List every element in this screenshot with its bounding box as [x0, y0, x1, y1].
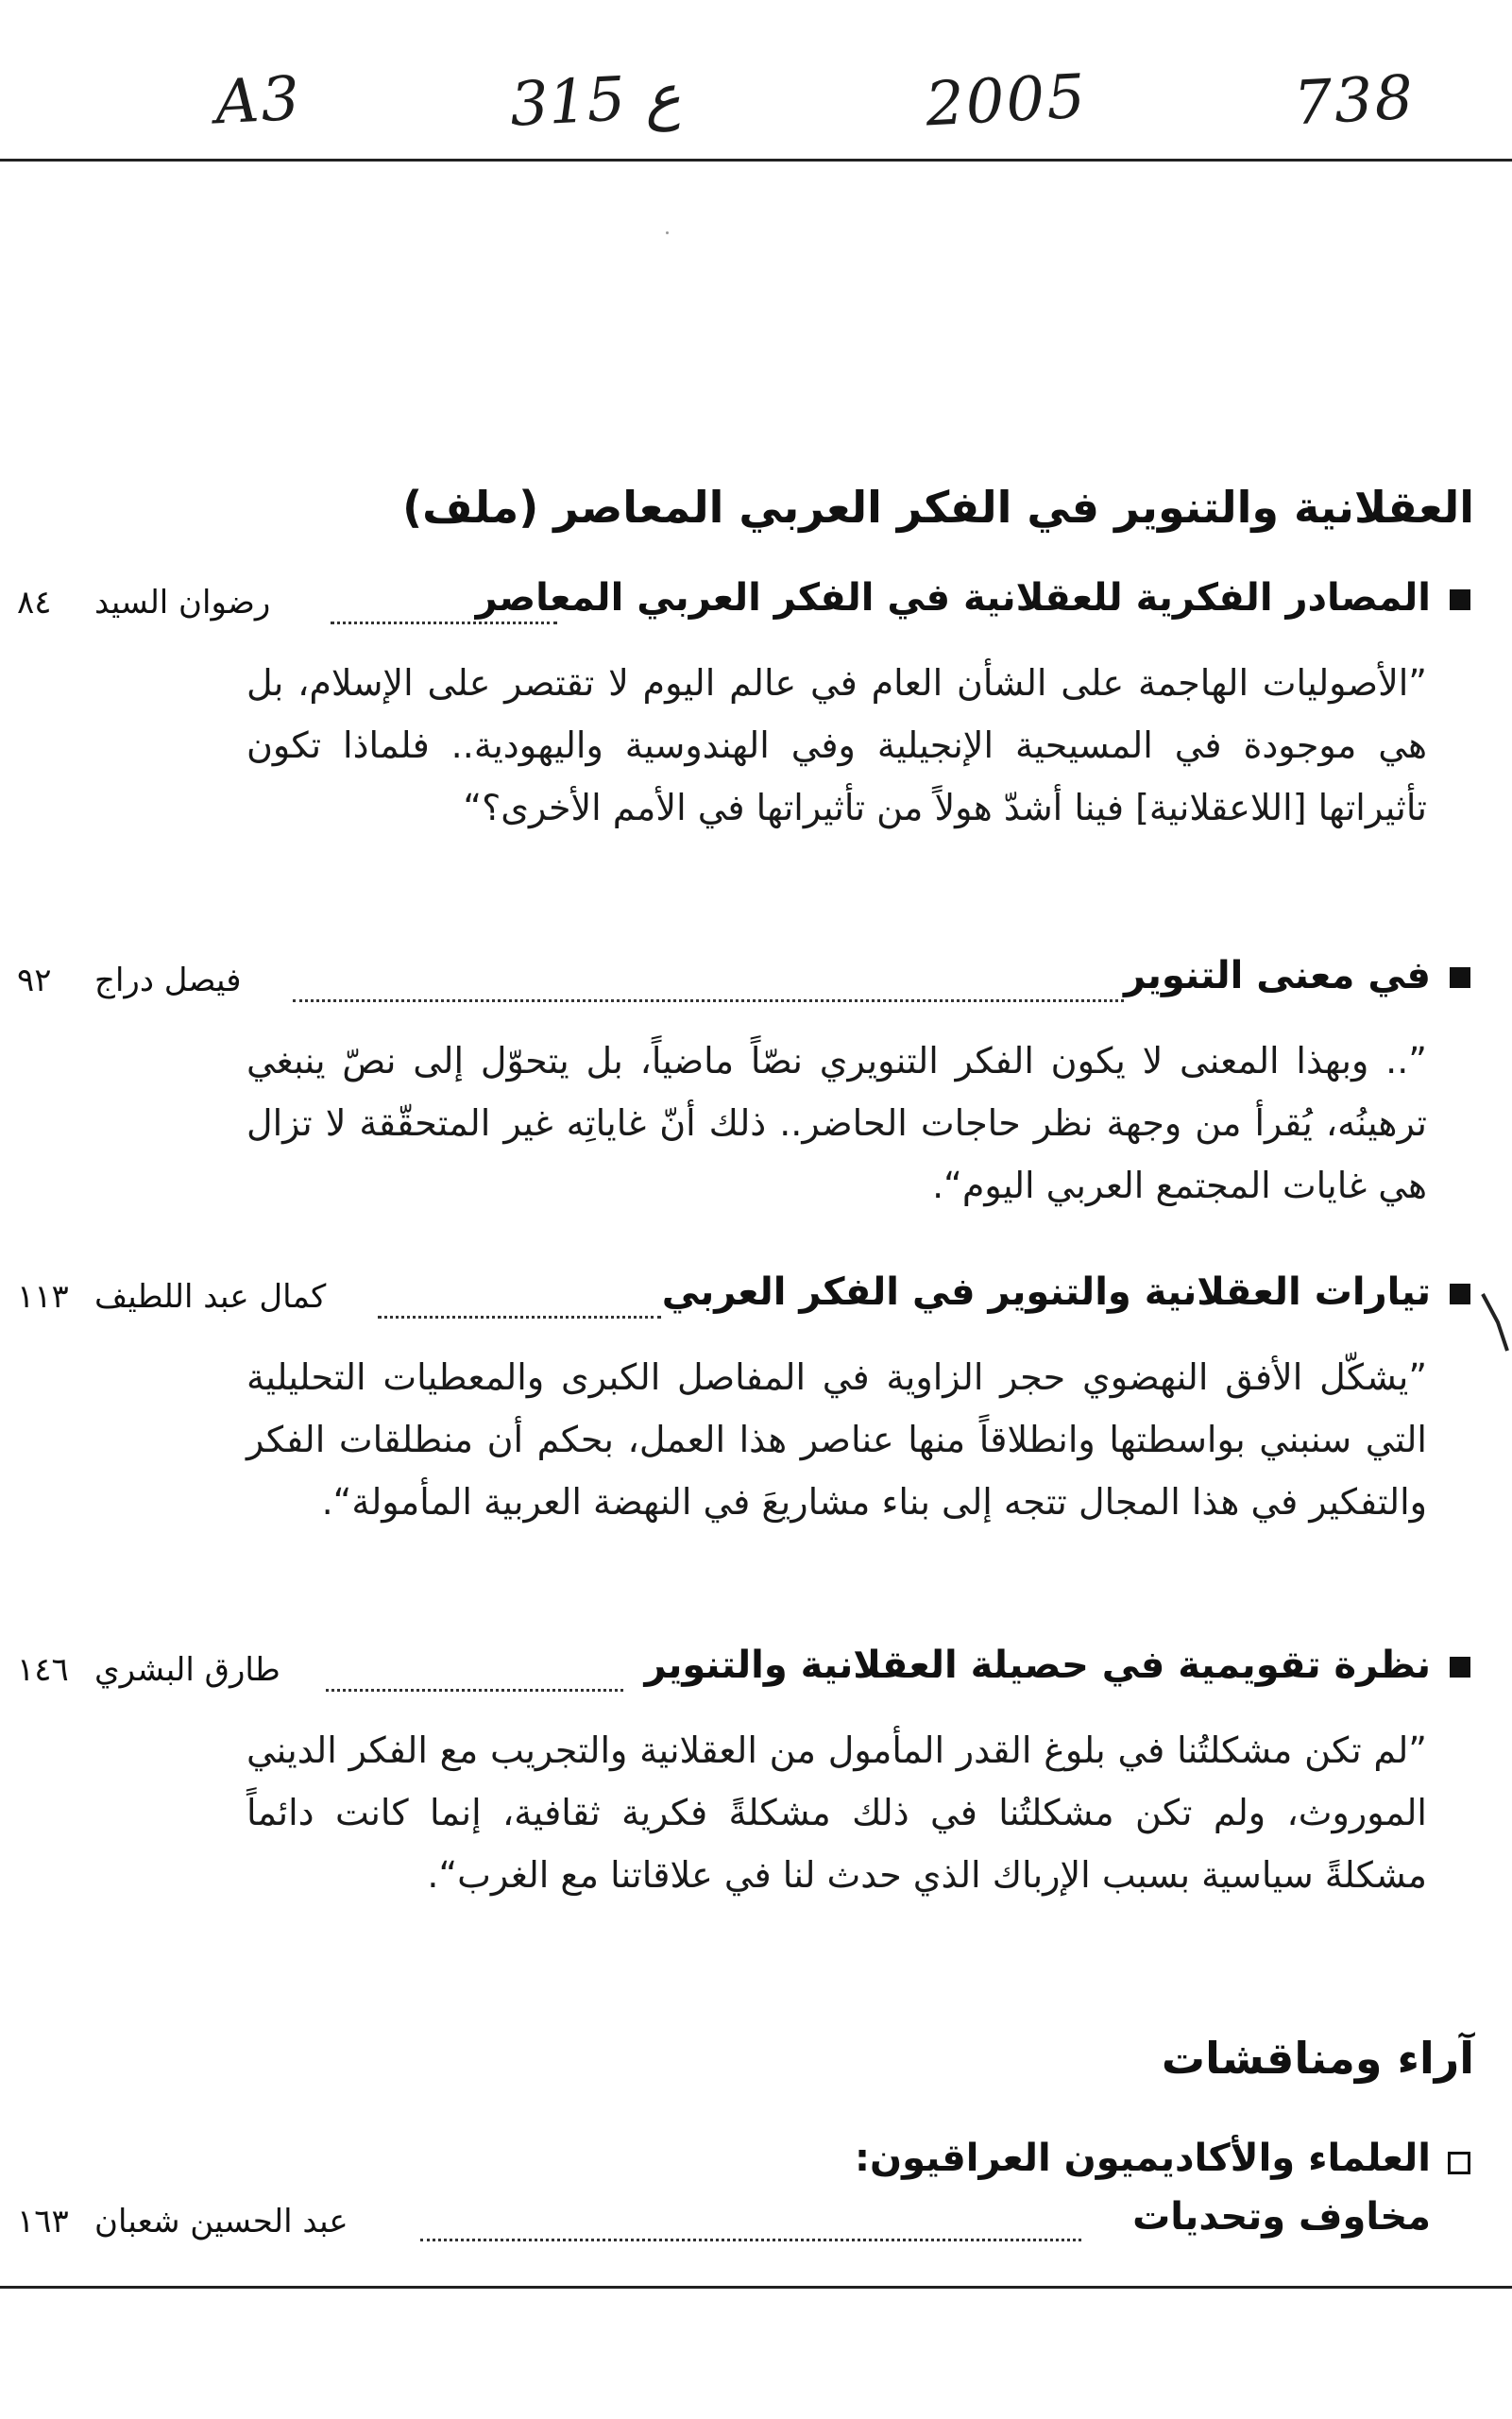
article-title: في معنى التنوير: [1123, 954, 1431, 997]
margin-check-icon: [1481, 1285, 1509, 1360]
bottom-divider: [0, 2286, 1512, 2289]
top-divider: [0, 159, 1512, 162]
dot-leader: [326, 1655, 623, 1692]
section-title: العقلانية والتنوير في الفكر العربي المعاصر (ملف): [402, 482, 1474, 533]
page-number: ١٦٣: [17, 2203, 69, 2240]
section-title: آراء ومناقشات: [1161, 2033, 1474, 2084]
page-number: ٩٢: [17, 962, 52, 999]
page-number: ٨٤: [17, 584, 52, 622]
hollow-square-bullet-icon: [1448, 2152, 1470, 2174]
toc-entry-header: [0, 954, 1512, 1020]
article-title: المصادر الفكرية للعقلانية في الفكر العربي المعاصر: [475, 576, 1431, 620]
article-title: العلماء والأكاديميون العراقيون:: [855, 2137, 1431, 2180]
dot-leader: [420, 2205, 1081, 2241]
page-number: ١٤٦: [17, 1651, 69, 1689]
article-author: فيصل دراج: [94, 962, 242, 999]
toc-entry-header: [0, 1270, 1512, 1337]
toc-entry[interactable]: [0, 1644, 1512, 1896]
dot-leader: [378, 1282, 661, 1319]
scan-speck: [666, 231, 669, 234]
dot-leader: [293, 965, 1124, 1002]
square-bullet-icon: [1450, 1284, 1470, 1304]
page-number: ١١٣: [17, 1278, 69, 1316]
handwritten-mark: 315 ع: [508, 61, 683, 141]
toc-entry[interactable]: [0, 576, 1512, 828]
toc-entry[interactable]: [0, 954, 1512, 1206]
square-bullet-icon: [1450, 1657, 1470, 1678]
article-subtitle: مخاوف وتحديات: [1132, 2195, 1431, 2239]
square-bullet-icon: [1450, 589, 1470, 610]
article-excerpt: ”لم تكن مشكلتُنا في بلوغ القدر المأمول من العقلانية والتجريب مع الفكر الديني الموروث، ولم تكن مشكلتُنا في ذلك مشكلةً فكرية ثقافية، إنما كانت دائماً مشكلةً سياسية بسبب الإرباك الذي حدث لنا في علاقاتنا مع الغرب“.: [246, 1729, 1427, 1896]
toc-entry-header: [0, 576, 1512, 642]
article-author: عبد الحسين شعبان: [94, 2203, 348, 2240]
dot-leader: [331, 588, 557, 624]
handwritten-mark: 738: [1292, 62, 1418, 140]
article-excerpt: ”.. وبهذا المعنى لا يكون الفكر التنويري نصّاً ماضياً، بل يتحوّل إلى نصّ ينبغي ترهينُه، يُقرأ من وجهة نظر حاجات الحاضر.. ذلك أنّ غاياتِه غير المتحقّقة لا تزال هي غايات المجتمع العربي اليوم“.: [246, 1040, 1427, 1206]
article-title: نظرة تقويمية في حصيلة العقلانية والتنوير: [644, 1644, 1431, 1687]
article-excerpt: ”يشكّل الأفق النهضوي حجر الزاوية في المفاصل الكبرى والمعطيات التحليلية التي سنبني بواسطتها وانطلاقاً منها عناصر هذا العمل، بحكم أن منطلقات الفكر والتفكير في هذا المجال تتجه إلى بناء مشاريعَ في النهضة العربية المأمولة“.: [246, 1356, 1427, 1523]
article-author: كمال عبد اللطيف: [94, 1278, 327, 1316]
article-author: طارق البشري: [94, 1651, 280, 1689]
handwritten-mark: 2005: [924, 61, 1089, 141]
article-title: تيارات العقلانية والتنوير في الفكر العربي: [661, 1270, 1431, 1314]
article-author: رضوان السيد: [94, 584, 271, 622]
toc-entry-header: [0, 1644, 1512, 1710]
toc-entry[interactable]: [0, 1270, 1512, 1523]
article-excerpt: ”الأصوليات الهاجمة على الشأن العام في عالم اليوم لا تقتصر على الإسلام، بل هي موجودة في المسيحية الإنجيلية وفي الهندوسية واليهودية.. فلماذا تكون تأثيراتها [اللاعقلانية] فينا أشدّ هولاً من تأثيراتها في الأمم الأخرى؟“: [246, 662, 1427, 828]
square-bullet-icon: [1450, 967, 1470, 988]
handwritten-mark: A3: [213, 63, 303, 139]
